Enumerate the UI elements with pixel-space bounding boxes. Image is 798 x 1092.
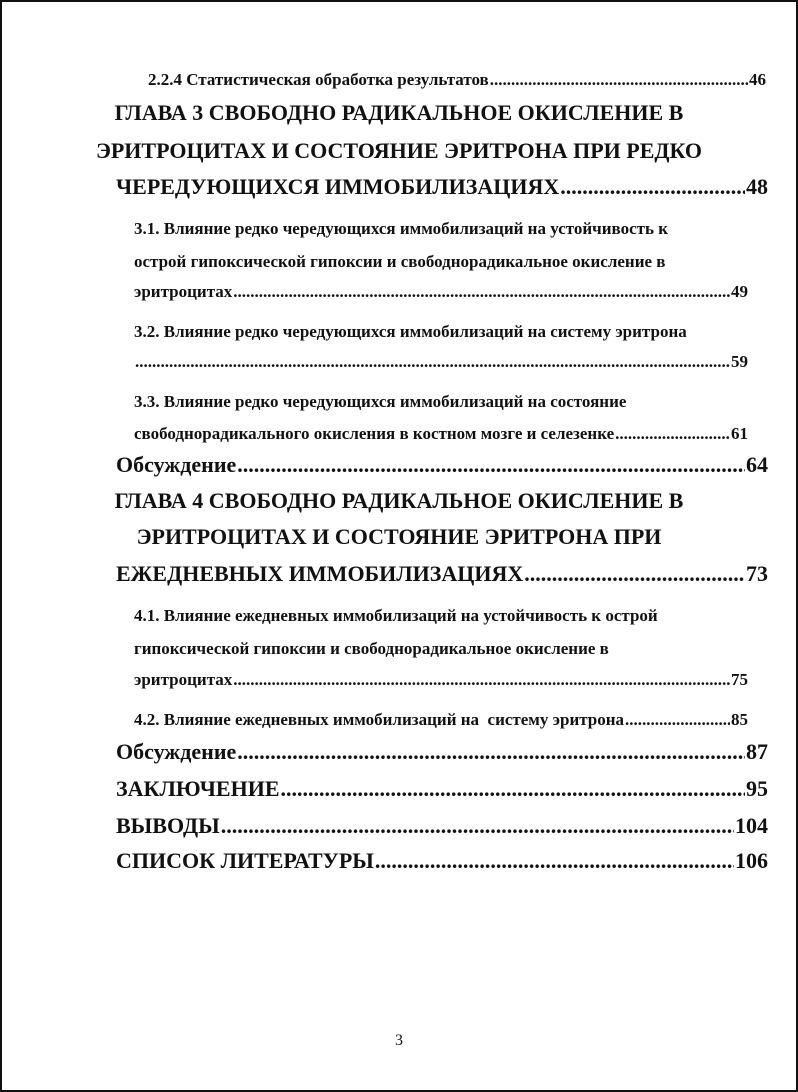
toc-page-number: 106 [735,848,768,873]
section-3-1-line-3: эритроцитах [134,282,233,301]
toc-entry-3-2[interactable] [134,352,748,372]
section-4-1-line-2[interactable]: гипоксической гипоксии и свободнорадикальное окисление в [134,639,609,658]
toc-entry-label: ЗАКЛЮЧЕНИЕ [116,776,280,801]
section-3-1-line-2[interactable]: острой гипоксической гипоксии и свободнорадикальное окисление в [134,252,666,271]
toc-entry-label: СПИСОК ЛИТЕРАТУРЫ [116,848,374,873]
section-4-1-line-1[interactable]: 4.1. Влияние ежедневных иммобилизаций на устойчивость к острой [134,606,658,625]
toc-page-number: 87 [746,739,768,764]
leader-dots [524,561,745,587]
toc-entry-label: 4.2. Влияние ежедневных иммобилизаций на систему эритрона [134,710,625,729]
leader-dots [625,710,730,730]
toc-entry-label: 2.2.4 Статистическая обработка результатов [148,70,489,89]
chapter-4-title-line-2[interactable]: ЭРИТРОЦИТАХ И СОСТОЯНИЕ ЭРИТРОНА ПРИ [136,524,662,549]
chapter-3-title-line-3: ЧЕРЕДУЮЩИХСЯ ИММОБИЛИЗАЦИЯХ [116,174,560,199]
leader-dots [375,848,734,874]
toc-page-number: 73 [746,561,768,586]
toc-page-number: 49 [731,282,748,301]
toc-page-number: 104 [735,813,768,838]
toc-page-number: 59 [731,352,748,371]
leader-dots [233,282,730,302]
toc-page-number: 64 [746,452,768,477]
toc-entry-4-1[interactable] [134,670,748,690]
leader-dots [135,352,730,372]
leader-dots [560,174,745,200]
section-3-2-line-1[interactable]: 3.2. Влияние редко чередующихся иммобилизаций на систему эритрона [134,322,687,341]
toc-entry-4-2[interactable] [134,710,748,730]
toc-entry-label: Обсуждение [116,739,237,764]
toc-entry-references[interactable] [116,848,768,874]
toc-entry-discussion-1[interactable] [116,452,768,478]
chapter-3-title-line-2[interactable]: ЭРИТРОЦИТАХ И СОСТОЯНИЕ ЭРИТРОНА ПРИ РЕДКО [95,138,703,163]
toc-page-number: 46 [749,70,766,89]
toc-page-number: 61 [731,424,748,443]
leader-dots [281,776,746,802]
leader-dots [237,739,745,765]
chapter-4-title-line-3: ЕЖЕДНЕВНЫХ ИММОБИЛИЗАЦИЯХ [116,561,524,586]
toc-entry-chapter-4[interactable] [116,561,768,587]
toc-entry-3-1[interactable] [134,282,748,302]
page-number: 3 [395,1032,403,1049]
toc-entry-conclusion[interactable] [116,776,768,802]
section-3-3-line-2: свободнорадикального окисления в костном мозге и селезенке [134,424,615,443]
toc-entry-findings[interactable] [116,813,768,839]
toc-entry-discussion-2[interactable] [116,739,768,765]
toc-entry-label: ВЫВОДЫ [116,813,220,838]
toc-entry-chapter-3[interactable] [116,174,768,200]
leader-dots [490,70,748,90]
toc-page-number: 48 [746,174,768,199]
leader-dots [237,452,745,478]
chapter-3-title-line-1[interactable]: ГЛАВА 3 СВОБОДНО РАДИКАЛЬНОЕ ОКИСЛЕНИЕ В [114,100,684,125]
leader-dots [221,813,734,839]
section-4-1-line-3: эритроцитах [134,670,233,689]
section-3-1-line-1[interactable]: 3.1. Влияние редко чередующихся иммобилизаций на устойчивость к [134,219,669,238]
toc-page-number: 95 [746,776,768,801]
chapter-4-title-line-1[interactable]: ГЛАВА 4 СВОБОДНО РАДИКАЛЬНОЕ ОКИСЛЕНИЕ В [114,488,684,513]
section-3-3-line-1[interactable]: 3.3. Влияние редко чередующихся иммобилизаций на состояние [134,392,627,411]
toc-page-number: 75 [731,670,748,689]
leader-dots [615,424,730,444]
toc-entry-label: Обсуждение [116,452,237,477]
toc-entry-3-3[interactable] [134,424,748,444]
leader-dots [233,670,730,690]
toc-page-number: 85 [731,710,748,729]
toc-entry-2-2-4[interactable] [148,70,766,90]
